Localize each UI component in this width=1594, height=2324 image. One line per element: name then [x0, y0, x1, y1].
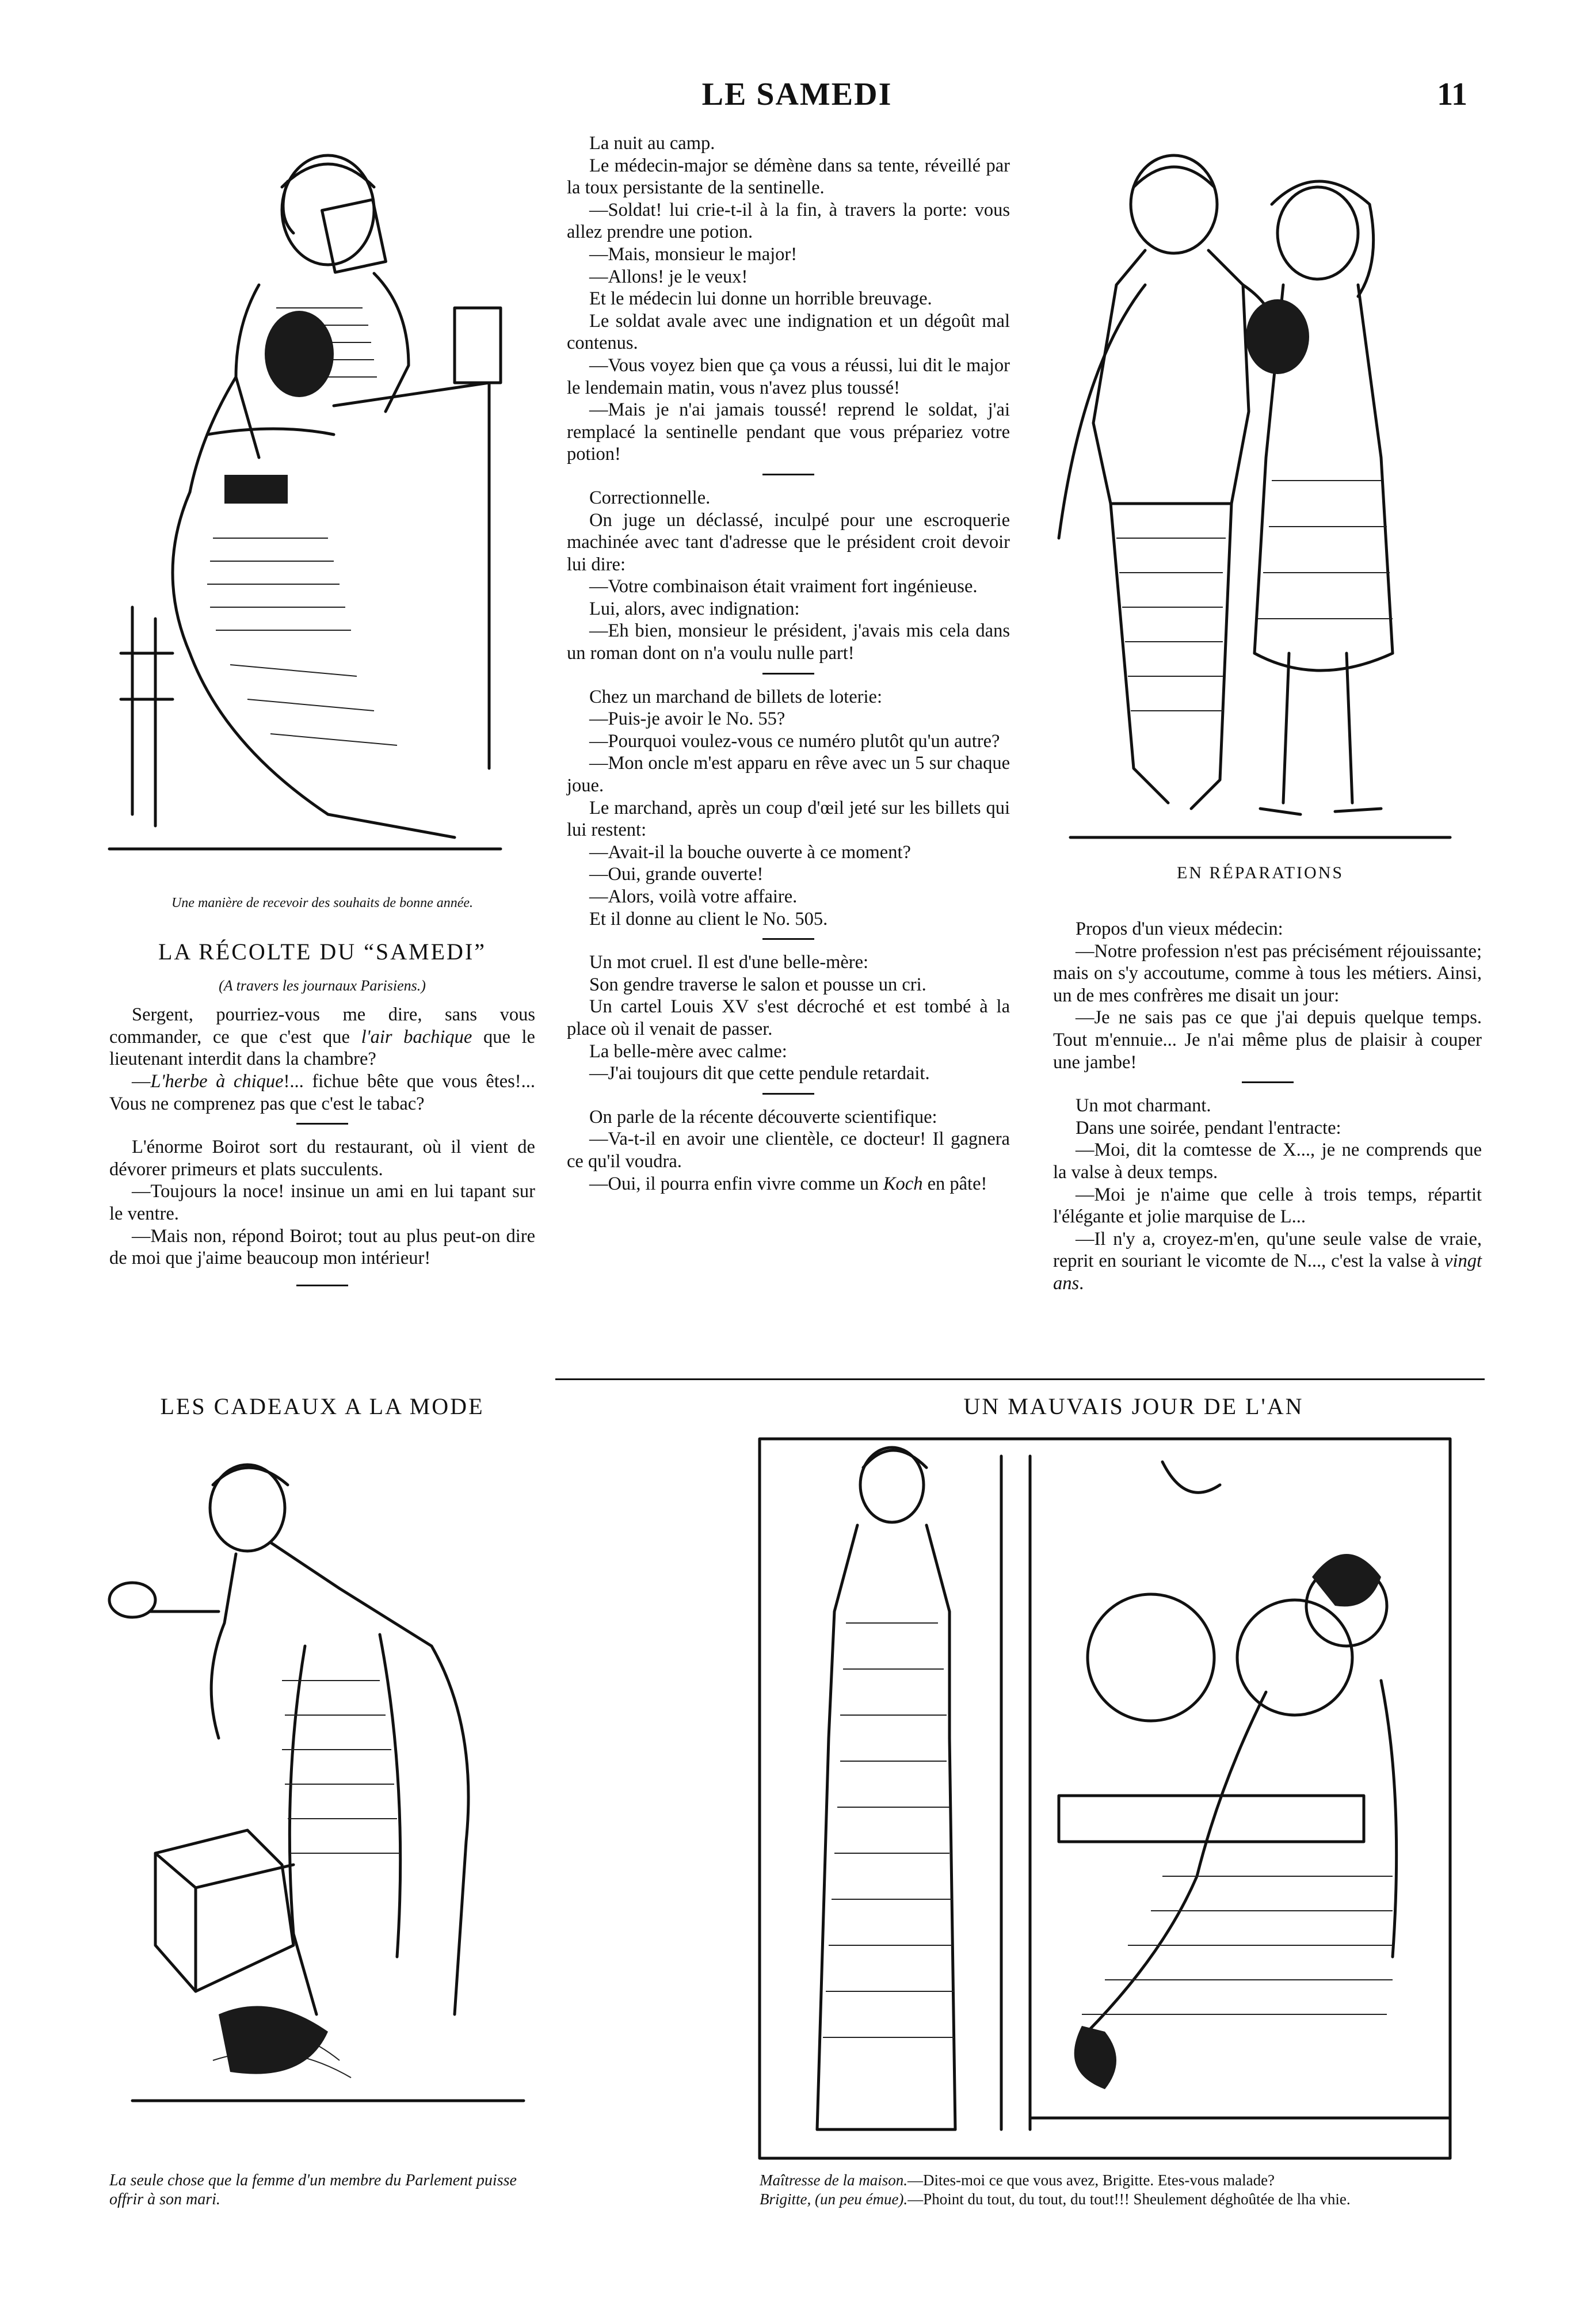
column-2	[567, 132, 1010, 1195]
column-3	[1053, 918, 1482, 1295]
camp-paragraph: Le médecin-major se démène dans sa tente, réveillé par la toux persistante de la sentinelle.	[567, 155, 1010, 199]
mauvais-jour-title: UN MAUVAIS JOUR DE L'AN	[963, 1393, 1304, 1419]
boirot-paragraph-2: —Toujours la noce! insinue un ami en lui tapant sur le ventre.	[109, 1181, 535, 1224]
separator	[762, 673, 814, 675]
medecin-paragraph: —Je ne sais pas ce que j'ai depuis quelque temps. Tout m'ennuie... Je n'ai même plus de plaisir à couper une jambe!	[1053, 1007, 1482, 1073]
separator	[762, 938, 814, 940]
loterie-paragraph: Et il donne au client le No. 505.	[589, 908, 828, 929]
mauvais-jour-caption: Maîtresse de la maison.—Dites-moi ce que vous avez, Brigitte. Etes-vous malade? Brigitte, (un peu émue).—Phoint du tout, du tout, du tout!!! Sheulement déghoûtée de lha vhie.	[760, 2171, 1351, 2208]
cadeaux-caption: La seule chose que la femme d'un membre du Parlement puisse offrir à son mari.	[109, 2171, 517, 2208]
camp-paragraph: —Soldat! lui crie-t-il à la fin, à travers la porte: vous allez prendre une potion.	[567, 199, 1010, 243]
camp-paragraph: Et le médecin lui donne un horrible breuvage.	[589, 288, 932, 310]
camp-paragraph: La nuit au camp.	[589, 133, 715, 154]
camp-paragraph: —Vous voyez bien que ça vous a réussi, lui dit le major le lendemain matin, vous n'avez plus toussé!	[567, 355, 1010, 398]
recolte-paragraph-2: —L'herbe à chique!... fichue bête que vous êtes!... Vous ne comprenez pas que c'est le tabac?	[109, 1070, 536, 1114]
camp-paragraph: Le soldat avale avec une indignation et un dégoût mal contenus.	[567, 310, 1010, 354]
correctionnelle-paragraph: On juge un déclassé, inculpé pour une escroquerie machinée avec tant d'adresse que le président croit devoir lui dire:	[567, 509, 1010, 575]
medecin-paragraph: —Notre profession n'est pas précisément réjouissante; mais on s'y accoutume, comme à tous les métiers. Ainsi, un de mes confrères me disait un jour:	[1053, 940, 1482, 1006]
recolte-subtitle: (A travers les journaux Parisiens.)	[219, 977, 426, 994]
separator	[1242, 1081, 1294, 1083]
belle-mere-paragraph: Son gendre traverse le salon et pousse un cri.	[589, 974, 926, 995]
boirot-paragraph-3: —Mais non, répond Boirot; tout au plus peut-on dire de moi que j'aime beaucoup mon intérieur!	[109, 1225, 535, 1269]
loterie-paragraph: Chez un marchand de billets de loterie:	[589, 686, 882, 707]
koch-paragraph: On parle de la récente découverte scientifique:	[589, 1106, 937, 1127]
separator	[296, 1285, 348, 1286]
valse-paragraph: Un mot charmant.	[1076, 1095, 1211, 1117]
camp-paragraph: —Mais, monsieur le major!	[589, 243, 798, 265]
separator	[762, 1093, 814, 1095]
illustration-woman-reading	[86, 135, 524, 883]
cadeaux-title: LES CADEAUX A LA MODE	[160, 1393, 485, 1419]
illustration-mauvais-jour-de-l-an	[760, 1439, 1462, 2164]
illustration-en-reparations	[1059, 135, 1462, 855]
valse-paragraph: Dans une soirée, pendant l'entracte:	[1076, 1117, 1341, 1138]
camp-paragraph: —Allons! je le veux!	[589, 266, 748, 287]
column-1	[109, 941, 535, 1298]
separator	[296, 1123, 348, 1125]
correctionnelle-paragraph: —Eh bien, monsieur le président, j'avais mis cela dans un roman dont on n'a voulu nulle part!	[567, 620, 1010, 664]
illustration-cadeaux-a-la-mode	[109, 1439, 558, 2141]
koch-paragraph: —Oui, il pourra enfin vivre comme un Koch en pâte!	[589, 1173, 987, 1194]
koch-paragraph: —Va-t-il en avoir une clientèle, ce docteur! Il gagnera ce qu'il voudra.	[567, 1129, 1010, 1172]
en-reparations-caption: EN RÉPARATIONS	[1176, 863, 1344, 882]
correctionnelle-paragraph: Lui, alors, avec indignation:	[589, 598, 800, 619]
belle-mere-paragraph: Un cartel Louis XV s'est décroché et est tombé à la place où il venait de passer.	[567, 996, 1010, 1039]
page-header-title: LE SAMEDI	[701, 77, 893, 112]
valse-paragraph: —Moi, dit la comtesse de X..., je ne comprends que la valse à deux temps.	[1053, 1140, 1482, 1183]
valse-paragraph: —Moi je n'aime que celle à trois temps, répartit l'élégante et jolie marquise de L...	[1053, 1184, 1482, 1228]
boirot-paragraph-1: L'énorme Boirot sort du restaurant, où il vient de dévorer primeurs et plats succulents.	[109, 1137, 535, 1180]
loterie-paragraph: —Mon oncle m'est apparu en rêve avec un 5 sur chaque joue.	[567, 753, 1010, 797]
valse-paragraph: —Il n'y a, croyez-m'en, qu'une seule valse de vraie, reprit en souriant le vicomte de N..., c'est la valse à vingt ans.	[1053, 1228, 1482, 1294]
top-left-caption: Une manière de recevoir des souhaits de bonne année.	[171, 896, 474, 910]
belle-mere-paragraph: La belle-mère avec calme:	[589, 1041, 787, 1062]
loterie-paragraph: Le marchand, après un coup d'œil jeté sur les billets qui lui restent:	[567, 797, 1010, 841]
loterie-paragraph: —Puis-je avoir le No. 55?	[589, 708, 785, 730]
loterie-paragraph: —Pourquoi voulez-vous ce numéro plutôt qu'un autre?	[589, 730, 1000, 752]
separator	[762, 474, 814, 475]
recolte-title: LA RÉCOLTE DU “SAMEDI”	[158, 939, 487, 965]
loterie-paragraph: —Avait-il la bouche ouverte à ce moment?	[589, 841, 911, 863]
loterie-paragraph: —Oui, grande ouverte!	[589, 864, 764, 885]
section-rule	[555, 1378, 1485, 1380]
loterie-paragraph: —Alors, voilà votre affaire.	[589, 886, 798, 907]
belle-mere-paragraph: —J'ai toujours dit que cette pendule retardait.	[589, 1063, 930, 1084]
camp-paragraph: —Mais je n'ai jamais toussé! reprend le soldat, j'ai remplacé la sentinelle pendant que vous prépariez votre potion!	[567, 399, 1010, 465]
correctionnelle-paragraph: —Votre combinaison était vraiment fort ingénieuse.	[589, 576, 978, 597]
belle-mere-paragraph: Un mot cruel. Il est d'une belle-mère:	[589, 952, 869, 973]
recolte-paragraph-1: Sergent, pourriez-vous me dire, sans vous commander, ce que c'est que l'air bachique que le lieutenant interdit dans la chambre?	[109, 1004, 535, 1070]
medecin-paragraph: Propos d'un vieux médecin:	[1076, 919, 1283, 939]
page-number: 11	[1437, 77, 1467, 112]
correctionnelle-paragraph: Correctionnelle.	[589, 487, 711, 508]
